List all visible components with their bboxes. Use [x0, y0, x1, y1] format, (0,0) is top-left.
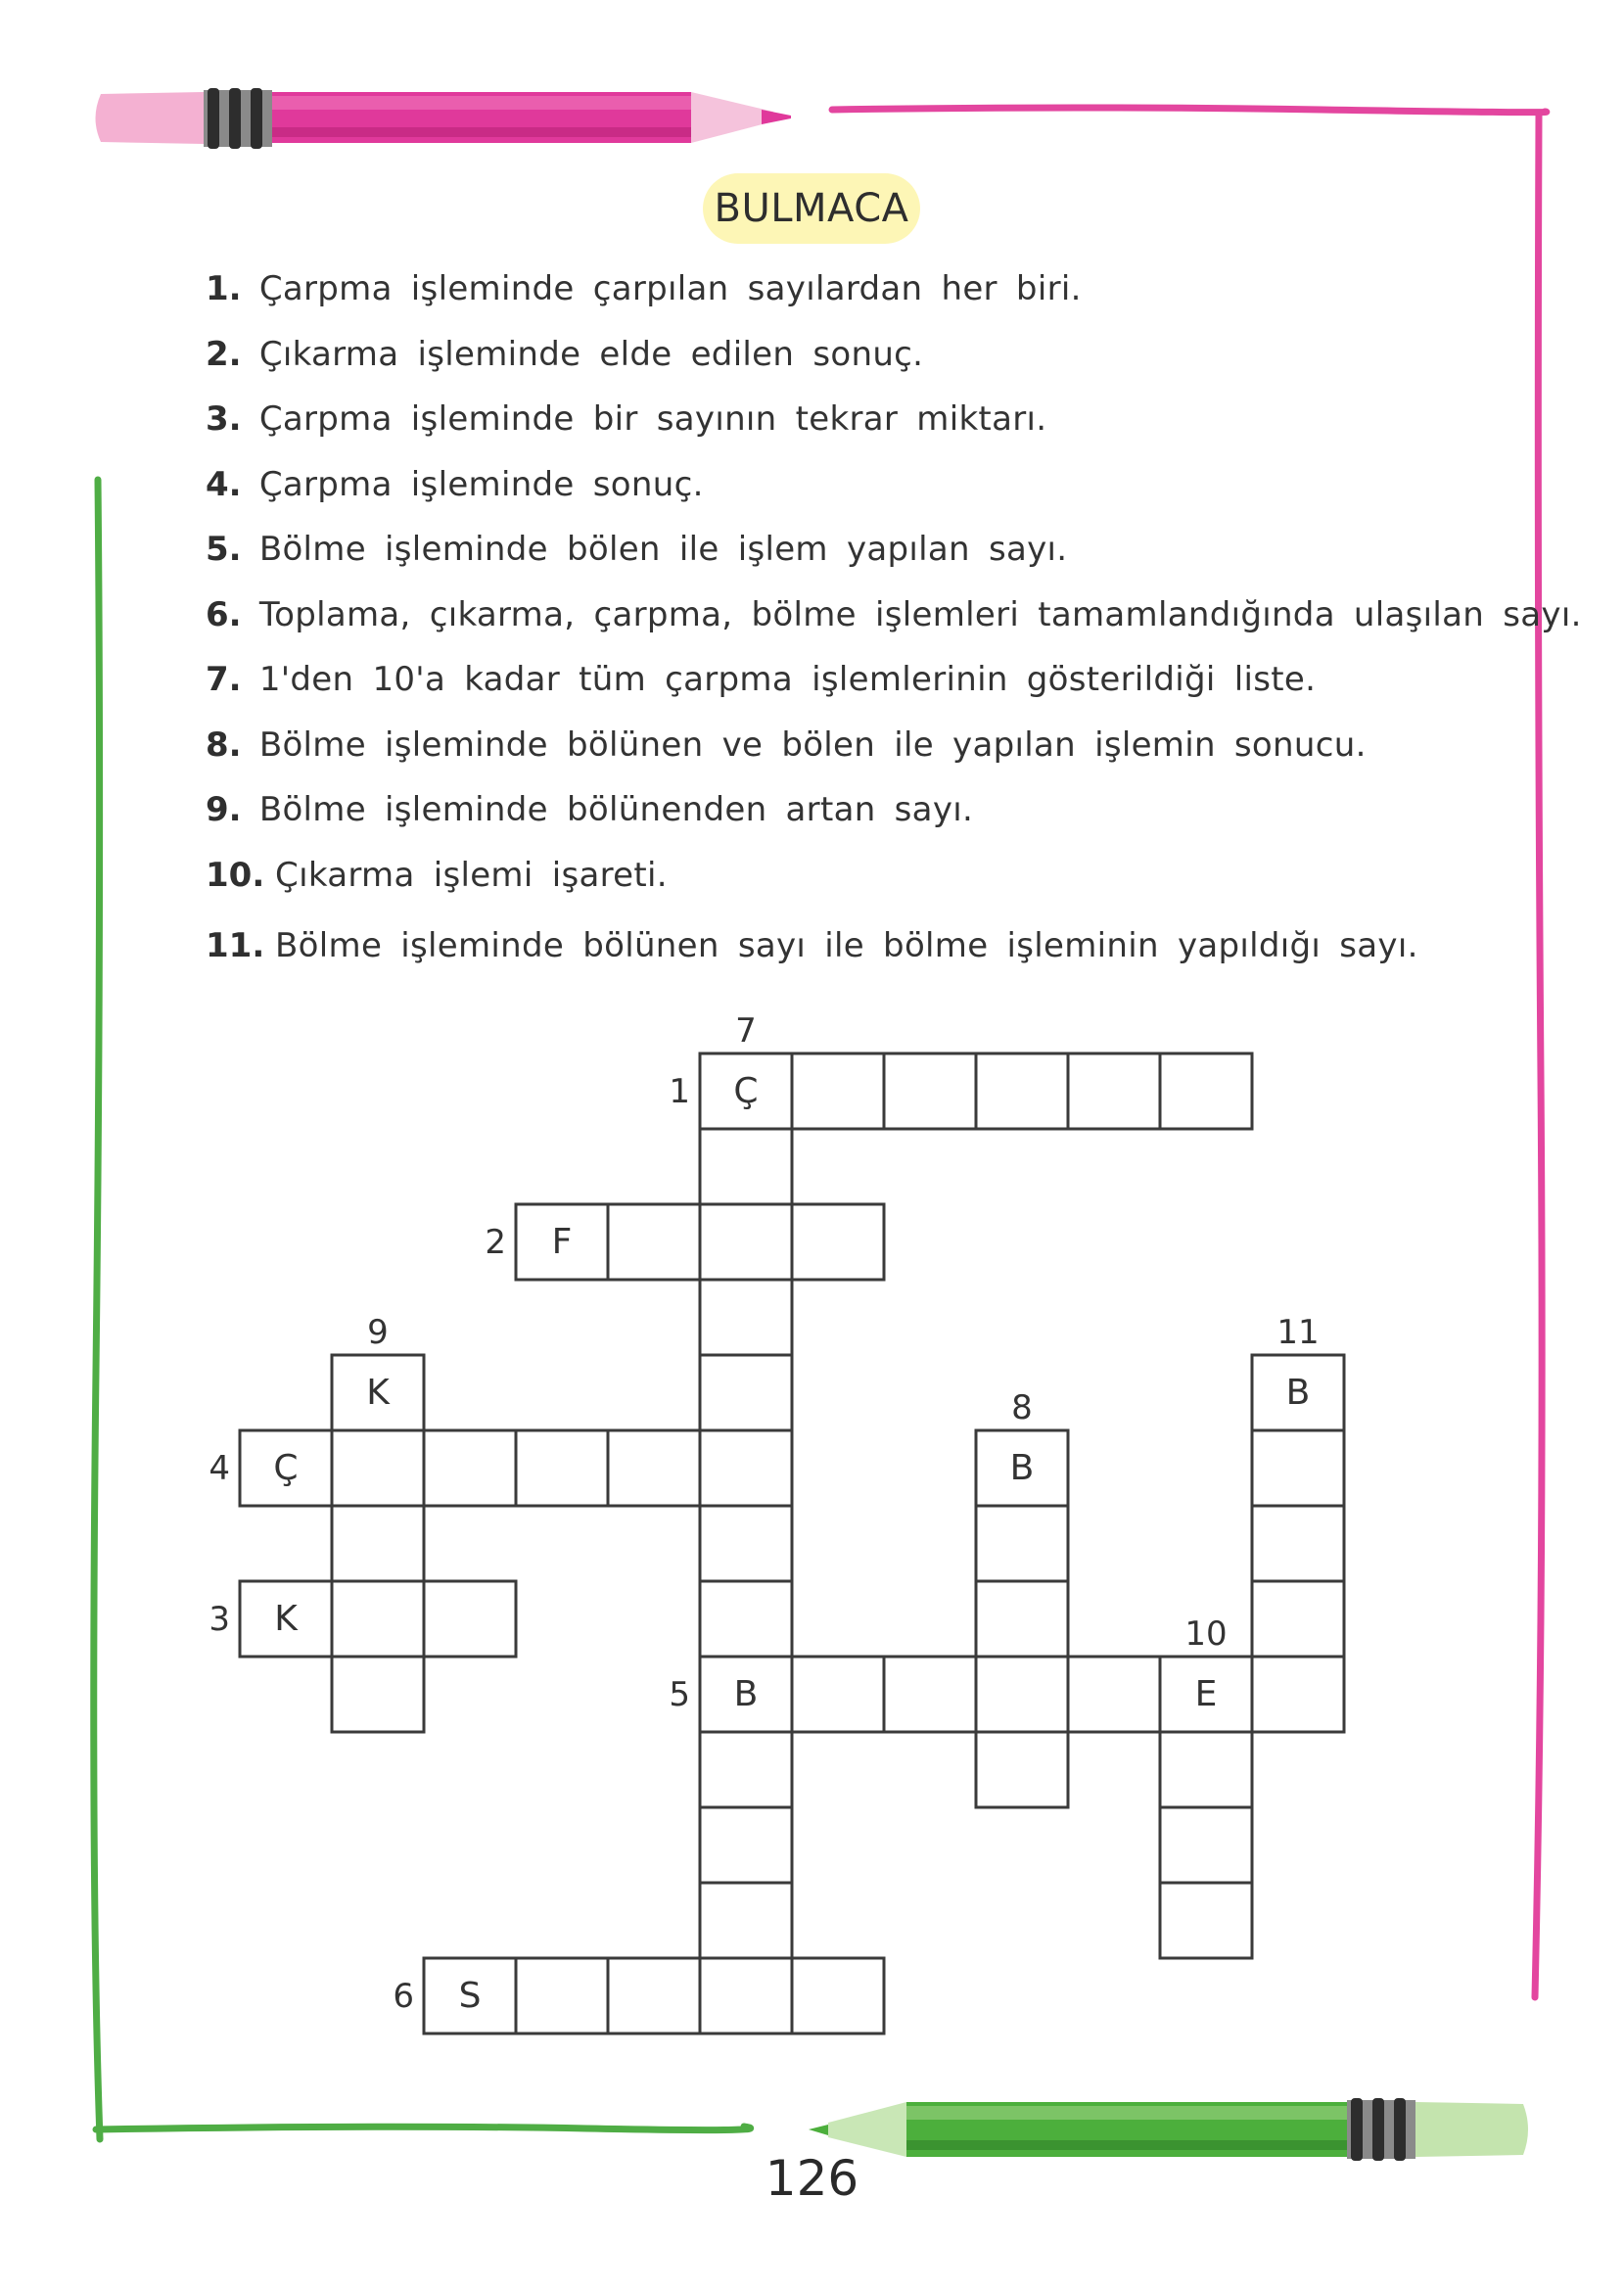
grid-cell[interactable]	[700, 1430, 792, 1506]
clue-number: 8.	[206, 725, 242, 765]
grid-cell[interactable]	[1252, 1657, 1344, 1732]
grid-cell[interactable]	[884, 1053, 976, 1129]
clue-number: 3.	[206, 399, 242, 439]
grid-clue-number: 10	[1184, 1614, 1228, 1654]
grid-clue-number: 2	[485, 1223, 506, 1262]
grid-clue-number: 11	[1276, 1313, 1320, 1352]
grid-cell[interactable]	[332, 1430, 424, 1506]
grid-cell[interactable]	[792, 1958, 884, 2034]
grid-clue-number: 1	[669, 1072, 690, 1111]
grid-start-letter: F	[551, 1222, 573, 1262]
clue-text: 1'den 10'a kadar tüm çarpma işlemlerinin gösterildiği liste.	[258, 660, 1317, 699]
grid-cell[interactable]	[1068, 1053, 1160, 1129]
grid-cell[interactable]	[700, 1732, 792, 1807]
grid-cell[interactable]	[608, 1430, 700, 1506]
grid-start-letter: S	[458, 1976, 482, 2016]
grid-clue-number: 6	[393, 1977, 414, 2016]
grid-cell[interactable]	[976, 1657, 1068, 1732]
page-number: 126	[765, 2150, 859, 2207]
grid-cell[interactable]	[1252, 1430, 1344, 1506]
grid-cell[interactable]	[608, 1204, 700, 1280]
clue-text: Çıkarma işleminde elde edilen sonuç.	[258, 334, 924, 374]
clue-text: Çıkarma işlemi işareti.	[275, 855, 668, 895]
grid-clue-number: 9	[367, 1313, 389, 1352]
grid-cell[interactable]	[1160, 1807, 1252, 1883]
grid-start-letter: B	[733, 1674, 759, 1714]
grid-cell[interactable]	[700, 1807, 792, 1883]
grid-cell[interactable]	[1068, 1657, 1160, 1732]
grid-cell[interactable]	[700, 1506, 792, 1581]
grid-cell[interactable]	[424, 1430, 516, 1506]
clue-number: 1.	[206, 269, 242, 308]
grid-cell[interactable]	[1160, 1053, 1252, 1129]
grid-cell[interactable]	[332, 1581, 424, 1657]
grid-cell[interactable]	[1160, 1732, 1252, 1807]
grid-start-letter: B	[1009, 1448, 1035, 1488]
grid-cell[interactable]	[700, 1581, 792, 1657]
puzzle-title: BULMACA	[703, 173, 920, 244]
grid-cell[interactable]	[1252, 1581, 1344, 1657]
clue-text: Çarpma işleminde sonuç.	[258, 464, 704, 504]
clue-number: 11.	[206, 926, 265, 965]
clue-number: 9.	[206, 790, 242, 829]
grid-cell[interactable]	[516, 1958, 608, 2034]
clue-text: Bölme işleminde bölünen ve bölen ile yapılan işlemin sonucu.	[258, 725, 1367, 765]
grid-cell[interactable]	[976, 1732, 1068, 1807]
grid-cell[interactable]	[700, 1204, 792, 1280]
clue-number: 5.	[206, 530, 242, 569]
grid-clue-number: 5	[669, 1675, 690, 1714]
clue-number: 10.	[206, 855, 265, 895]
grid-cell[interactable]	[516, 1430, 608, 1506]
grid-start-letter: B	[1285, 1373, 1311, 1413]
grid-start-letter: Ç	[273, 1448, 299, 1488]
grid-cell[interactable]	[976, 1053, 1068, 1129]
grid-cell[interactable]	[976, 1506, 1068, 1581]
grid-clue-number: 7	[735, 1011, 757, 1051]
grid-cell[interactable]	[608, 1958, 700, 2034]
grid-clue-number: 8	[1011, 1388, 1033, 1427]
clue-text: Bölme işleminde bölünenden artan sayı.	[258, 790, 974, 829]
grid-cell[interactable]	[332, 1657, 424, 1732]
grid-cell[interactable]	[424, 1581, 516, 1657]
grid-start-letter: K	[366, 1373, 390, 1413]
grid-cell[interactable]	[332, 1506, 424, 1581]
clue-number: 2.	[206, 334, 242, 374]
grid-cell[interactable]	[792, 1657, 884, 1732]
grid-cell[interactable]	[1160, 1883, 1252, 1958]
grid-cell[interactable]	[700, 1883, 792, 1958]
clue-text: Toplama, çıkarma, çarpma, bölme işlemleri tamamlandığında ulaşılan sayı.	[258, 594, 1582, 634]
grid-cell[interactable]	[976, 1581, 1068, 1657]
grid-cell[interactable]	[700, 1355, 792, 1430]
clue-number: 6.	[206, 594, 242, 634]
clue-text: Bölme işleminde bölen ile işlem yapılan sayı.	[258, 530, 1068, 569]
grid-cell[interactable]	[884, 1657, 976, 1732]
clue-text: Çarpma işleminde çarpılan sayılardan her biri.	[258, 269, 1082, 308]
grid-cell[interactable]	[792, 1204, 884, 1280]
grid-cell[interactable]	[1252, 1506, 1344, 1581]
grid-clue-number: 4	[209, 1449, 230, 1488]
grid-start-letter: K	[274, 1599, 298, 1639]
clue-text: Çarpma işleminde bir sayının tekrar miktarı.	[258, 399, 1047, 439]
clue-text: Bölme işleminde bölünen sayı ile bölme işleminin yapıldığı sayı.	[275, 926, 1418, 965]
grid-clue-number: 3	[209, 1600, 230, 1639]
clue-number: 7.	[206, 660, 242, 699]
grid-start-letter: E	[1194, 1674, 1218, 1714]
clue-number: 4.	[206, 464, 242, 504]
grid-cell[interactable]	[700, 1129, 792, 1204]
grid-cell[interactable]	[700, 1280, 792, 1355]
grid-cell[interactable]	[792, 1053, 884, 1129]
grid-cell[interactable]	[700, 1958, 792, 2034]
grid-start-letter: Ç	[733, 1071, 759, 1111]
